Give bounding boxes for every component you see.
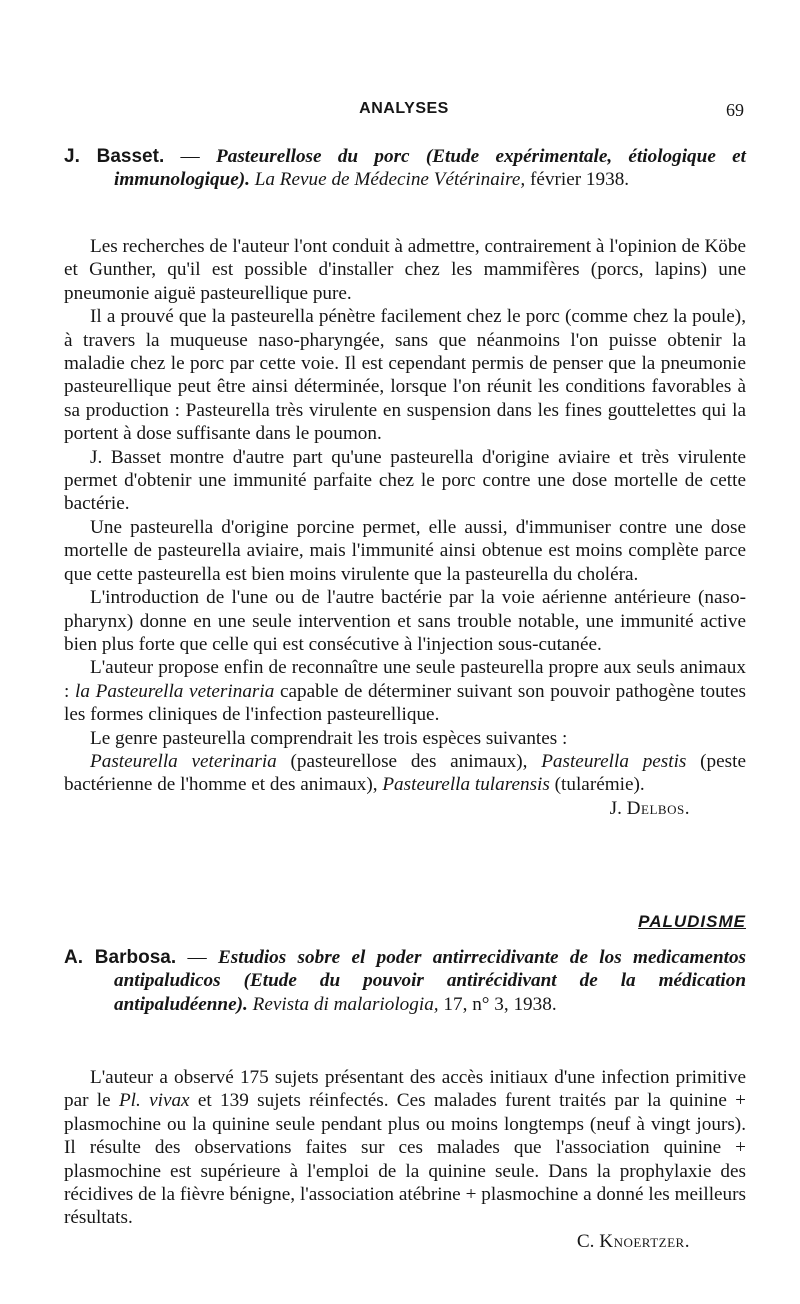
article2-signature — [64, 1230, 746, 1253]
species-pestis: Pasteurella pestis — [541, 750, 687, 772]
article2-author: A. Barbosa. — [64, 947, 177, 968]
article1-paragraph-8 — [64, 750, 746, 797]
article1-title: Pasteurellose du porc (Etude expérimentale, étiologique et immunologique). — [114, 146, 746, 191]
article1-paragraph-1: Les recherches de l'auteur l'ont conduit à admettre, contrairement à l'opinion de Köbe et Gunther, qu'il est possible d'installer chez les mammifères (porcs, lapins) une pneumonie aiguë pasteurellique pure. — [64, 236, 746, 304]
article1-paragraph-7: Le genre pasteurella comprendrait les trois espèces suivantes : — [90, 727, 568, 749]
section-heading: PALUDISME — [638, 912, 746, 931]
article2-journal: Revista di malariologia, — [252, 993, 439, 1015]
signature2-initial: C. — [576, 1230, 600, 1252]
article1-signature — [64, 797, 746, 820]
signature1-name: Delbos. — [626, 797, 690, 819]
article2-volume: 17, n° 3, — [438, 993, 509, 1015]
article2-paragraph-1 — [64, 1066, 746, 1230]
article2-body — [64, 1066, 746, 1253]
article1-journal: La Revue de Médecine Vétérinaire, — [254, 169, 526, 191]
article1-citation — [64, 145, 746, 192]
species-veterinaria: Pasteurella veterinaria — [90, 750, 277, 772]
article2-citation — [64, 946, 746, 1016]
article2-title: Estudios sobre el poder antirrecidivante de los medicamentos antipaludicos (Etude du pouvoir antirécidivant de la médication antipaludéenne). — [114, 947, 747, 1015]
a2-p1-text-a: L'auteur a observé 175 sujets présentant des accès initiaux d'une infection primitive par le — [64, 1067, 746, 1112]
article2-reference — [64, 946, 746, 1016]
article1-paragraph-5: L'introduction de l'une ou de l'autre bactérie par la voie aérienne antérieure (naso-pharynx) donne en une seule intervention et sans trouble notable, une immunité active bien plus forte que celle qui est consécutive à l'injection sous-cutanée. — [64, 587, 746, 655]
p8-text-d: (peste bactérienne de l'homme et des animaux), — [64, 750, 746, 796]
species-tularensis: Pasteurella tularensis — [382, 774, 550, 796]
article1-paragraph-4: Une pasteurella d'origine porcine permet, elle aussi, d'immuniser contre une dose mortelle de pasteurella aviaire, mais l'immunité ainsi obtenue est moins complète parce que cette pasteurella est bien moins virulente que la pasteurella du choléra. — [64, 516, 746, 585]
p8-text-b: (pasteurellose des animaux), — [276, 750, 542, 772]
signature2-name: Knoertzer. — [599, 1230, 690, 1252]
article1-paragraph-3: J. Basset montre d'autre part qu'une pasteurella d'origine aviaire et très virulente permet d'obtenir une immunité parfaite chez le porc contre une dose mortelle de cette bactérie. — [64, 446, 746, 515]
p6-text-c: capable de déterminer suivant son pouvoir pathogène toutes les formes cliniques de l'infection pasteurellique. — [64, 680, 746, 726]
p8-text-f: (tularémie). — [549, 774, 645, 796]
article2-dash: — — [176, 947, 218, 968]
species-vivax: Pl. vivax — [118, 1090, 190, 1112]
article2-year: 1938. — [513, 993, 557, 1015]
signature1-initial: J. — [609, 797, 627, 819]
article1-paragraph-6 — [64, 656, 746, 726]
a2-p1-text-c: et 139 sujets réinfectés. Ces malades furent traités par la quinine + plasmochine ou la quinine seule pendant plus ou moins longtemps (neuf à vingt jours). Il résulte des observations faites sur ces malades que l'association quinine + plasmochine est supérieure à l'emploi de la quinine seule. Dans la prophylaxie des récidives de la fièvre bénigne, l'association atébrine + plasmochine a donné les meilleurs résultats. — [64, 1090, 746, 1229]
article1-paragraph-2: Il a prouvé que la pasteurella pénètre facilement chez le porc (comme chez la poule), à travers la muqueuse naso-pharyngée, sans que néanmoins l'on puisse obtenir la maladie chez le porc par cette voie. Il est cependant permis de penser que la pneumonie pasteurellique peut être ainsi déterminée, lorsque l'on réunit les conditions favorables à sa production : Pasteurella très virulente en suspension dans les fines gouttelettes qui la portent à dose suffisante dans le poumon. — [64, 306, 746, 445]
p6-text-a: L'auteur propose enfin de reconnaître une seule pasteurella propre aux seuls animaux : — [64, 657, 746, 702]
article1-date: février 1938. — [530, 169, 630, 191]
article1-reference — [64, 145, 746, 192]
article1-body — [64, 235, 746, 820]
article1-dash: — — [164, 146, 216, 167]
running-title: ANALYSES — [359, 100, 449, 117]
article1-author: J. Basset. — [64, 146, 165, 167]
species-veterinaria-intro: la Pasteurella veterinaria — [75, 680, 275, 702]
running-header — [64, 100, 744, 126]
page-number: 69 — [726, 100, 744, 120]
